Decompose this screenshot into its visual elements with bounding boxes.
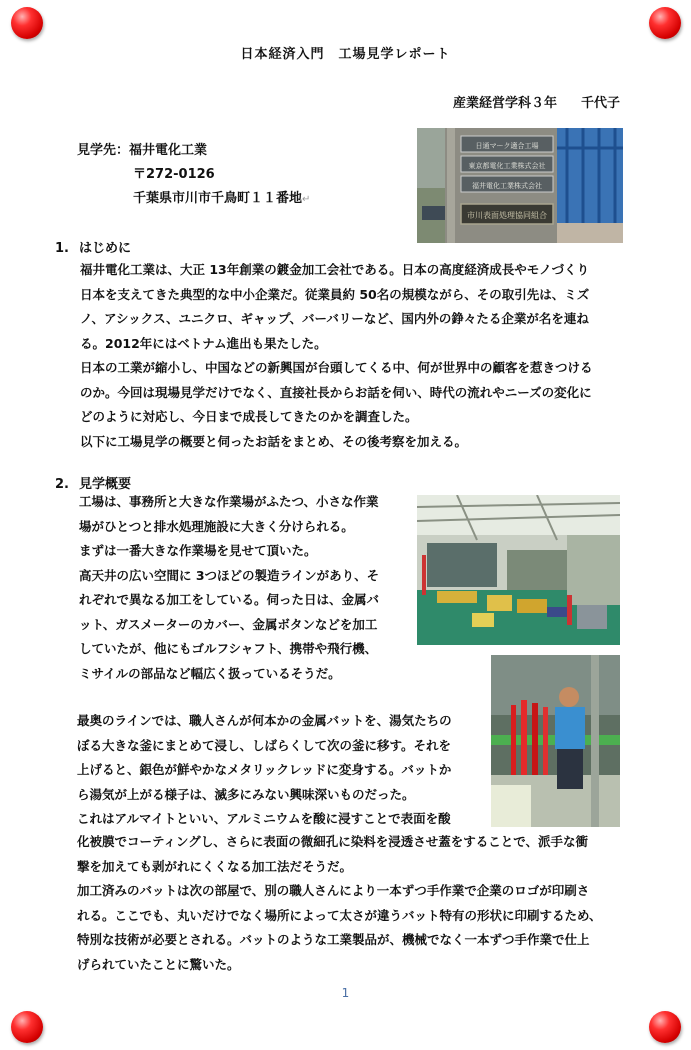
text-line: ミサイルの部品など幅広く扱っているそうだ。 [79,665,341,681]
page-number: 1 [341,986,350,1000]
red-pushpin-icon [11,1011,43,1043]
text-line: まずは一番大きな作業場を見せて頂いた。 [79,543,317,558]
address: 千葉県市川市千鳥町１１番地↵ [133,191,311,206]
section-2-heading: 2. 見学概要 [55,477,132,492]
worker-red-bats-photo [491,655,620,827]
text-line: ノ、アシックス、ユニクロ、ギャップ、バーバリーなど、国内外の錚々たる企業が名を連ね [80,311,589,326]
text-line: 日本の工業が縮小し、中国などの新興国が台頭してくる中、何が世界中の顧客を惹きつける [80,360,593,375]
red-pushpin-icon [649,7,681,39]
text-line: していたが、他にもゴルフシャフト、携帯や飛行機、 [79,641,378,656]
text-line: 工場は、事務所と大きな作業場がふたつ、小さな作業 [79,494,379,509]
text-line: 撃を加えても剥がれにくくなる加工法だそうだ。 [77,858,353,874]
text-line: 高天井の広い空間に 3つほどの製造ラインがあり、そ [79,567,380,583]
text-line: ット、ガスメーターのカバー、金属ボタンなどを加工 [79,616,378,632]
company-sign-photo [417,128,623,243]
visit-info [77,139,310,212]
text-line: 場がひとつと排水処理施設に大きく分けられる。 [79,518,354,534]
report-title: 日本経済入門 工場見学レポート [240,47,451,62]
department: 産業経営学科３年 [452,96,557,111]
sign-line: 市川表面処理協同組合 [467,211,547,220]
section-2-body-3 [77,830,625,977]
text-line: これはアルマイトといい、アルミニウムを酸に浸すことで表面を酸 [77,811,451,826]
visit-label: 見学先：福井電化工業 [77,143,208,158]
text-line: れぞれで異なる加工をしている。伺った日は、金属バ [79,592,380,607]
section-2-body-2 [77,709,487,832]
text-line: 日本を支えてきた典型的な中小企業だ。従業員約 50名の規模ながら、その取引先は、ミズ [80,286,590,302]
text-line: 加工済みのバットは次の部屋で、別の職人さんにより一本ずつ手作業で企業のロゴが印刷さ [77,883,590,898]
factory-floor-photo [417,495,620,645]
author-line [453,92,620,111]
text-line: ぼる大きな釜にまとめて浸し、しばらくして次の釜に移す。それを [77,737,452,753]
red-pushpin-icon [649,1011,681,1043]
red-pushpin-icon [11,7,43,39]
text-line: ら湯気が上がる様子は、滅多にみない興味深いものだった。 [77,786,415,802]
author-name: 千代子 [580,96,620,111]
text-line: 化被膜でコーティングし、さらに表面の微細孔に染料を浸透させ蓋をすることで、派手な衝 [77,834,589,849]
postal-code: 〒272-0126 [133,167,215,182]
section-1-body [80,258,628,454]
text-line: る。2012年にはベトナム進出も果たした。 [80,335,327,351]
text-line: 最奥のラインでは、職人さんが何本かの金属バットを、湯気たちの [77,713,452,728]
sign-line: 日通マーク適合工場 [475,142,539,150]
section-1-heading: 1. はじめに [55,241,132,256]
text-line: 上げると、銀色が鮮やかなメタリックレッドに変身する。バットか [77,762,452,777]
text-line: れる。ここでも、丸いだけでなく場所によって太さが違うバット特有の形状に印刷するため、 [77,907,602,923]
sign-line: 東京都電化工業株式会社 [468,162,546,170]
text-line: 以下に工場見学の概要と伺ったお話をまとめ、その後考察を加える。 [80,433,468,449]
section-2-body-1 [79,490,405,686]
text-line: げられていたことに驚いた。 [77,956,240,972]
text-line: 福井電化工業は、大正 13年創業の鍍金加工会社である。日本の高度経済成長やモノづくり [80,262,590,277]
sign-line: 福井電化工業株式会社 [472,182,542,190]
text-line: 特別な技術が必要とされる。バットのような工業製品が、機械でなく一本ずつ手作業で仕上 [77,932,590,947]
text-line: のか。今回は現場見学だけでなく、直接社長からお話を伺い、時代の流れやニーズの変化に [80,384,592,400]
text-line: どのように対応し、今日まで成長してきたのかを調査した。 [80,409,418,424]
